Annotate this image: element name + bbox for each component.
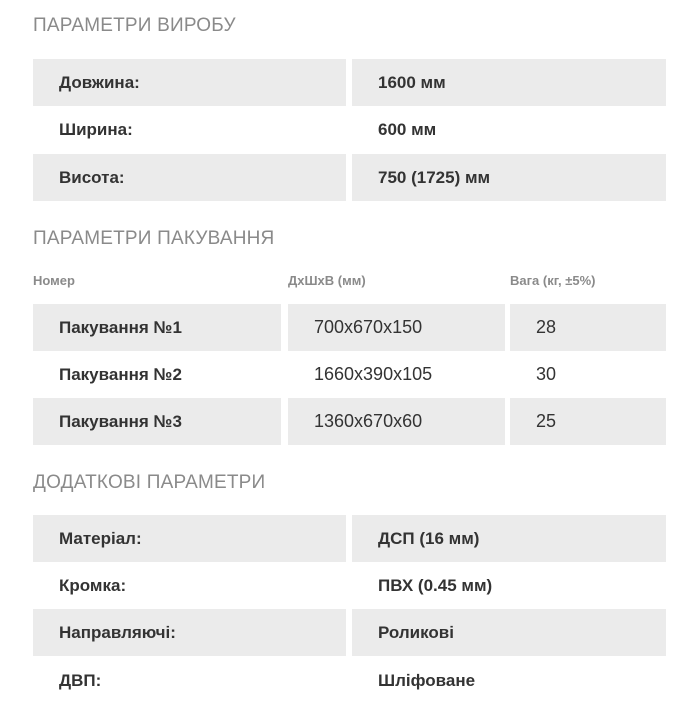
row-value: 1600 мм — [352, 59, 666, 106]
package-dims: 700x670x150 — [288, 304, 505, 351]
additional-row-edge — [33, 562, 666, 609]
col-header-dims: ДхШхВ (мм) — [288, 273, 366, 288]
package-weight: 30 — [536, 364, 557, 384]
row-value: 600 мм — [378, 119, 437, 139]
package-name: Пакування №1 — [33, 304, 281, 351]
row-label: Ширина: — [59, 119, 133, 139]
package-name: Пакування №3 — [33, 398, 281, 445]
row-label: Кромка: — [59, 575, 127, 595]
package-dims: 1360x670x60 — [288, 398, 505, 445]
row-label: Матеріал: — [33, 515, 346, 562]
packaging-title: ПАРАМЕТРИ ПАКУВАННЯ — [33, 228, 275, 249]
row-label: Довжина: — [33, 59, 346, 106]
package-weight: 28 — [510, 304, 666, 351]
row-label: Направляючі: — [33, 609, 346, 656]
additional-row-material — [33, 515, 666, 562]
row-value: Роликові — [352, 609, 666, 656]
product-row-length — [33, 59, 666, 106]
package-weight: 25 — [510, 398, 666, 445]
row-value: ПВХ (0.45 мм) — [378, 575, 493, 595]
product-row-width — [33, 106, 666, 153]
package-name: Пакування №2 — [59, 364, 182, 384]
packaging-row-3 — [33, 398, 666, 445]
col-header-number: Номер — [33, 273, 75, 288]
additional-row-fibreboard — [33, 657, 666, 704]
product-params-title: ПАРАМЕТРИ ВИРОБУ — [33, 15, 236, 36]
additional-row-guides — [33, 609, 666, 656]
packaging-row-1 — [33, 304, 666, 351]
row-value: ДСП (16 мм) — [352, 515, 666, 562]
col-header-weight: Вага (кг, ±5%) — [510, 273, 596, 288]
packaging-row-2 — [33, 351, 666, 398]
row-value: 750 (1725) мм — [352, 154, 666, 201]
product-row-height — [33, 154, 666, 201]
additional-title: ДОДАТКОВІ ПАРАМЕТРИ — [33, 472, 266, 493]
row-value: Шліфоване — [378, 670, 476, 690]
row-label: Висота: — [33, 154, 346, 201]
row-label: ДВП: — [59, 670, 102, 690]
package-dims: 1660x390x105 — [314, 364, 433, 384]
